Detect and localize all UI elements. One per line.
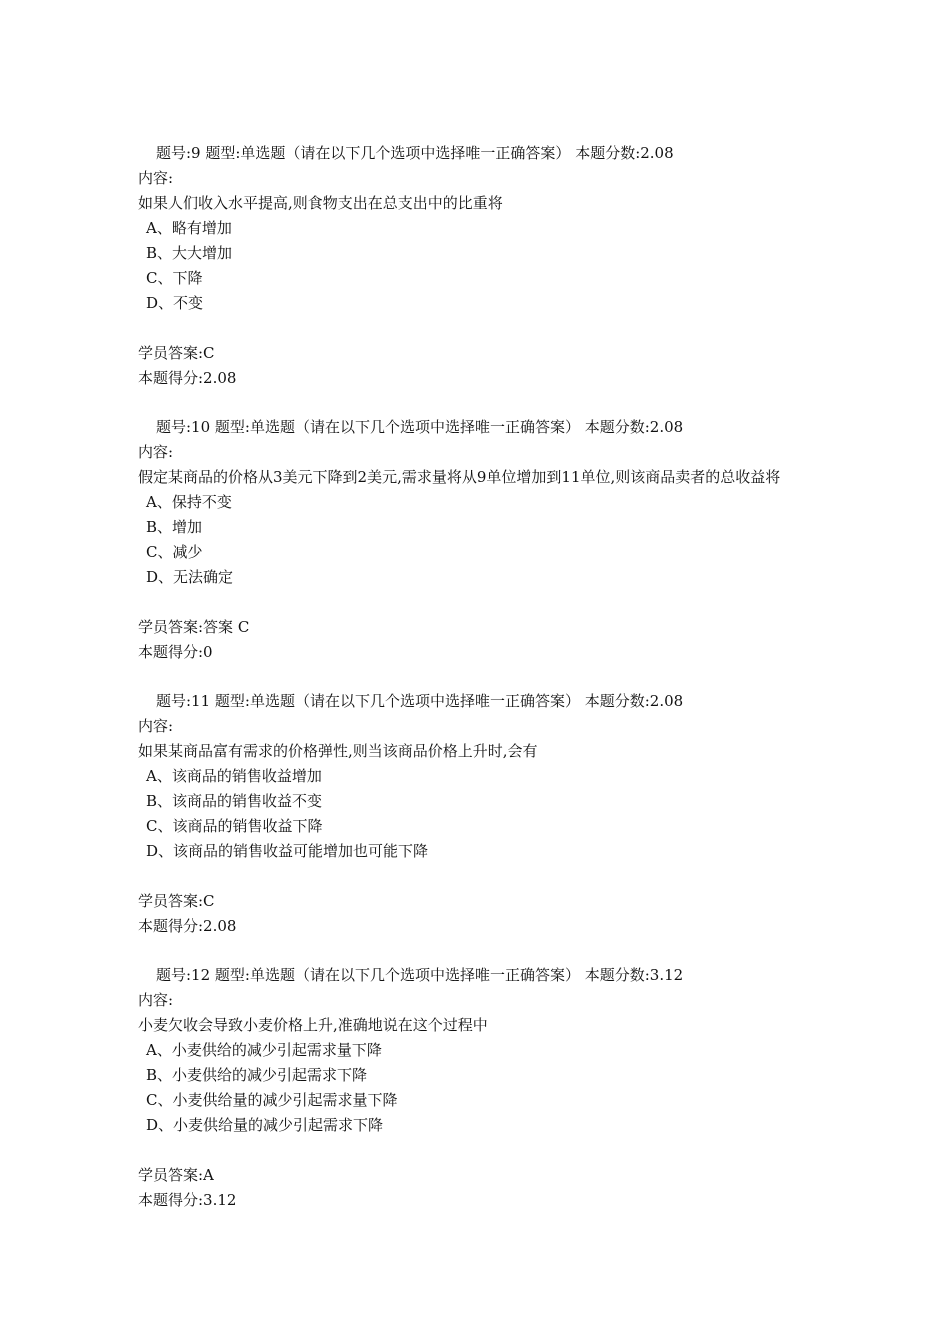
option-d: D、不变 — [146, 294, 204, 312]
content-label: 内容: — [138, 991, 174, 1009]
option-d: D、小麦供给量的减少引起需求下降 — [146, 1116, 384, 1134]
option-a: A、略有增加 — [146, 219, 232, 237]
option-b: B、该商品的销售收益不变 — [146, 792, 323, 810]
option-c: C、减少 — [146, 543, 203, 561]
question-header: 题号:10 题型:单选题（请在以下几个选项中选择唯一正确答案） 本题分数:2.08 — [156, 418, 684, 436]
option-c: C、小麦供给量的减少引起需求量下降 — [146, 1091, 398, 1109]
content-label: 内容: — [138, 443, 174, 461]
question-header: 题号:9 题型:单选题（请在以下几个选项中选择唯一正确答案） 本题分数:2.08 — [156, 144, 674, 162]
question-stem: 假定某商品的价格从3美元下降到2美元,需求量将从9单位增加到11单位,则该商品卖者的总收益将 — [138, 468, 781, 486]
question-header: 题号:11 题型:单选题（请在以下几个选项中选择唯一正确答案） 本题分数:2.08 — [156, 692, 684, 710]
option-b: B、增加 — [146, 518, 203, 536]
option-c: C、该商品的销售收益下降 — [146, 817, 323, 835]
option-a: A、该商品的销售收益增加 — [146, 767, 322, 785]
content-label: 内容: — [138, 169, 174, 187]
question-header: 题号:12 题型:单选题（请在以下几个选项中选择唯一正确答案） 本题分数:3.12 — [156, 966, 684, 984]
question-block — [138, 689, 838, 939]
option-a: A、保持不变 — [146, 493, 232, 511]
question-score: 本题得分:3.12 — [138, 1191, 237, 1209]
option-a: A、小麦供给的减少引起需求量下降 — [146, 1041, 382, 1059]
question-block — [138, 415, 838, 665]
question-stem: 小麦欠收会导致小麦价格上升,准确地说在这个过程中 — [138, 1016, 488, 1034]
student-answer: 学员答案:C — [138, 892, 215, 910]
student-answer: 学员答案:A — [138, 1166, 214, 1184]
question-block — [138, 963, 838, 1213]
question-stem: 如果人们收入水平提高,则食物支出在总支出中的比重将 — [138, 194, 503, 212]
question-block — [138, 141, 838, 391]
question-score: 本题得分:0 — [138, 643, 213, 661]
content-label: 内容: — [138, 717, 174, 735]
student-answer: 学员答案:C — [138, 344, 215, 362]
spacer — [138, 590, 838, 615]
spacer — [138, 1138, 838, 1163]
option-d: D、无法确定 — [146, 568, 234, 586]
option-c: C、下降 — [146, 269, 203, 287]
option-b: B、大大增加 — [146, 244, 233, 262]
spacer — [138, 864, 838, 889]
question-score: 本题得分:2.08 — [138, 369, 237, 387]
question-score: 本题得分:2.08 — [138, 917, 237, 935]
option-b: B、小麦供给的减少引起需求下降 — [146, 1066, 368, 1084]
spacer — [138, 316, 838, 341]
question-stem: 如果某商品富有需求的价格弹性,则当该商品价格上升时,会有 — [138, 742, 538, 760]
option-d: D、该商品的销售收益可能增加也可能下降 — [146, 842, 429, 860]
student-answer: 学员答案:答案 C — [138, 618, 250, 636]
